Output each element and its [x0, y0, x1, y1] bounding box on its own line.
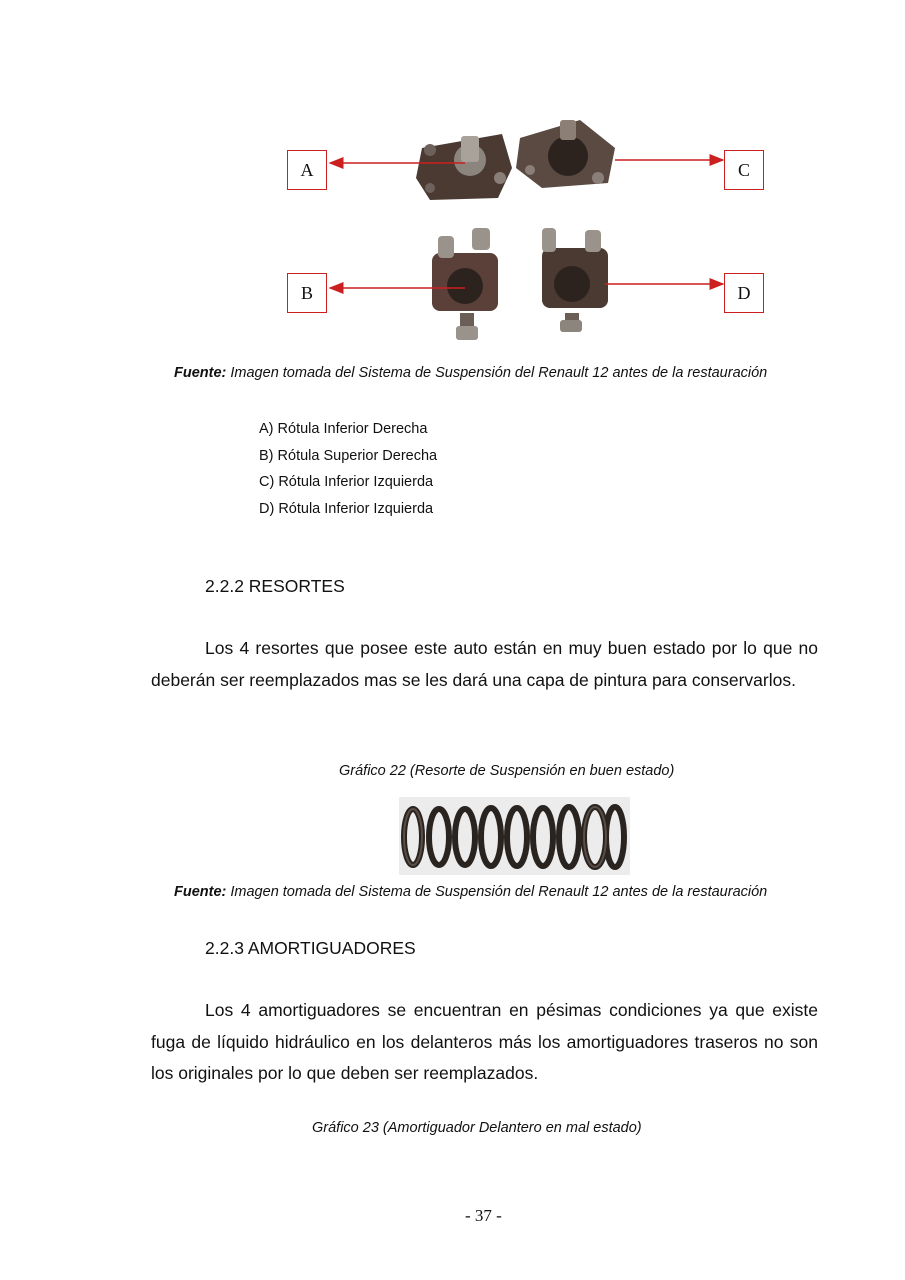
legend-item: D) Rótula Inferior Izquierda — [259, 500, 434, 517]
paragraph-resortes — [151, 633, 818, 696]
ball-joint-b-image — [432, 228, 498, 340]
spring-image — [399, 797, 630, 875]
section-heading-amortiguadores: 2.2.3 AMORTIGUADORES — [205, 938, 416, 958]
label-b: B — [287, 273, 327, 313]
paragraph-amortiguadores — [151, 995, 818, 1090]
spring-photo — [399, 797, 630, 875]
paragraph-resortes-text: Los 4 resortes que posee este auto están en muy buen estado por lo que no deberán ser reemplazados mas se les dará una capa de pintura para conservarlos. — [151, 638, 818, 690]
source-text: Imagen tomada del Sistema de Suspensión del Renault 12 antes de la restauración — [226, 884, 768, 900]
figure22-title: Gráfico 22 (Resorte de Suspensión en buen estado) — [339, 763, 675, 779]
source-text: Imagen tomada del Sistema de Suspensión del Renault 12 antes de la restauración — [226, 365, 768, 381]
ball-joint-c-image — [516, 120, 615, 188]
label-a: A — [287, 150, 327, 190]
figure22-source-caption — [174, 884, 767, 900]
ball-joint-d-image — [542, 228, 608, 332]
ball-joint-a-image — [416, 134, 512, 200]
label-d: D — [724, 273, 764, 313]
ball-joints-figure — [280, 108, 780, 358]
source-label: Fuente: — [174, 365, 227, 381]
legend-item: C) Rótula Inferior Izquierda — [259, 474, 434, 490]
ball-joints-photo — [280, 108, 780, 358]
section-heading-resortes: 2.2.2 RESORTES — [205, 576, 345, 596]
paragraph-amortiguadores-text: Los 4 amortiguadores se encuentran en pésimas condiciones ya que existe fuga de líquido hidráulico en los delanteros más los amortiguadores traseros no son los originales por lo que deben ser reemplazados. — [151, 1000, 818, 1083]
legend-item: A) Rótula Inferior Derecha — [259, 421, 428, 437]
figure23-title: Gráfico 23 (Amortiguador Delantero en mal estado) — [312, 1120, 642, 1136]
page-number: - 37 - — [465, 1206, 502, 1225]
label-c: C — [724, 150, 764, 190]
source-label: Fuente: — [174, 884, 227, 900]
legend-item: B) Rótula Superior Derecha — [259, 447, 438, 464]
figure1-source-caption — [174, 365, 767, 381]
ball-joint-legend — [259, 416, 437, 522]
